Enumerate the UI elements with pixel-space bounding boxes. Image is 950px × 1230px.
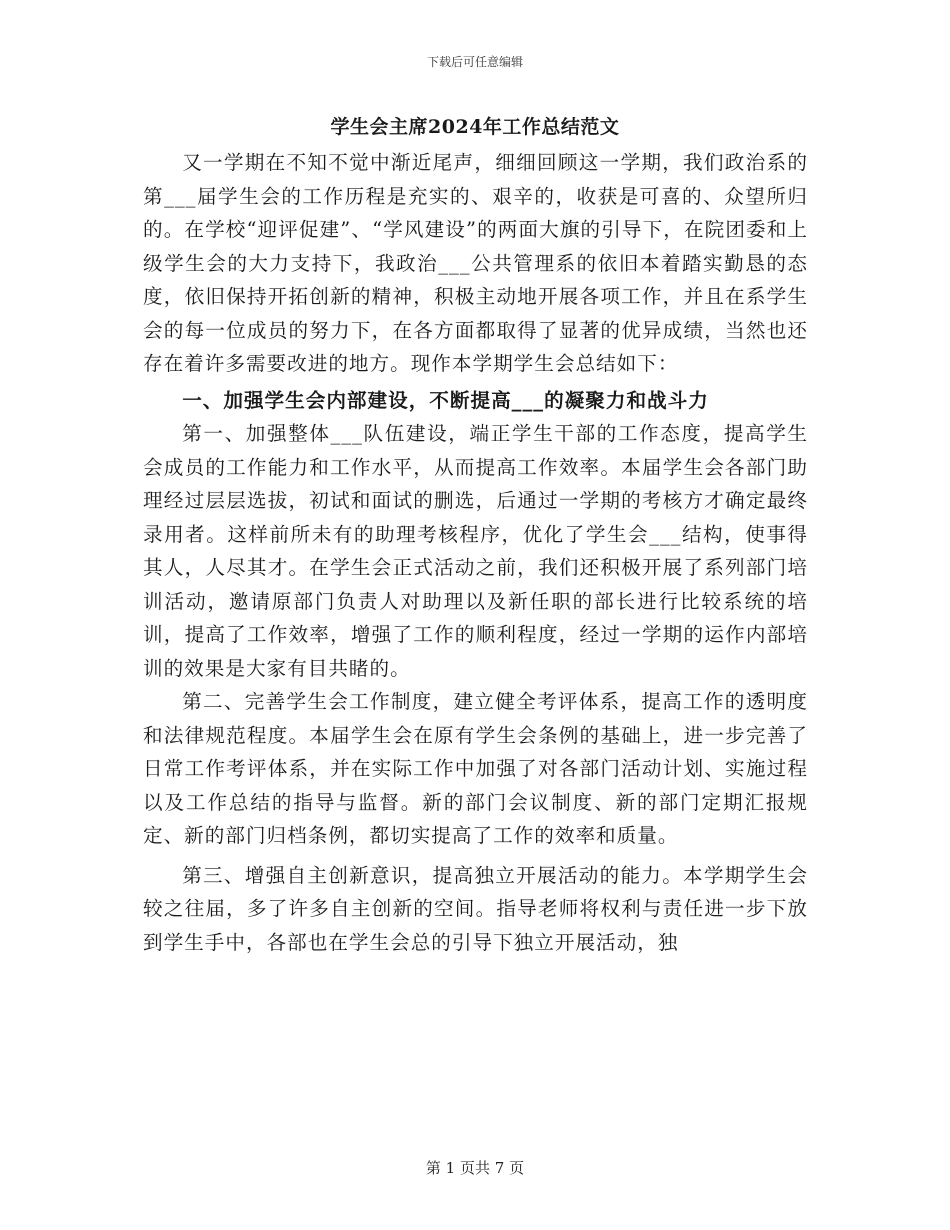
document-body bbox=[143, 146, 808, 959]
intro-paragraph: 又一学期在不知不觉中渐近尾声，细细回顾这一学期，我们政治系的第___届学生会的工作历程是充实的、艰辛的，收获是可喜的、众望所归的。在学校“迎评促建”、“学风建设”的两面大旗的引导下，在院团委和上级学生会的大力支持下，我政治___公共管理系的依旧本着踏实勤恳的态度，依旧保持开拓创新的精神，积极主动地开展各项工作，并且在系学生会的每一位成员的努力下，在各方面都取得了显著的优异成绩，当然也还存在着许多需要改进的地方。现作本学期学生会总结如下： bbox=[143, 151, 808, 375]
body-paragraph-first: 第一、加强整体___队伍建设，端正学生干部的工作态度，提高学生会成员的工作能力和工作水平，从而提高工作效率。本届学生会各部门助理经过层层选拔，初试和面试的删选，后通过一学期的考核方才确定最终录用者。这样前所未有的助理考核程序，优化了学生会___结构，使事得其人，人尽其才。在学生会正式活动之前，我们还积极开展了系列部门培训活动，邀请原部门负责人对助理以及新任职的部长进行比较系统的培训，提高了工作效率，增强了工作的顺利程度，经过一学期的运作内部培训的效果是大家有目共睹的。 bbox=[143, 422, 808, 680]
body-paragraph-second: 第二、完善学生会工作制度，建立健全考评体系，提高工作的透明度和法律规范程度。本届学生会在原有学生会条例的基础上，进一步完善了日常工作考评体系，并在实际工作中加强了对各部门活动计划、实施过程以及工作总结的指导与监督。新的部门会议制度、新的部门定期汇报规定、新的部门归档条例，都切实提高了工作的效率和质量。 bbox=[143, 690, 808, 847]
header-note: 下载后可任意编辑 bbox=[426, 55, 523, 69]
body-paragraph-third: 第三、增强自主创新意识，提高独立开展活动的能力。本学期学生会较之往届，多了许多自主创新的空间。指导老师将权利与责任进一步下放到学生手中，各部也在学生会总的引导下独立开展活动，独 bbox=[143, 863, 808, 954]
page-footer: 第 1 页共 7 页 bbox=[425, 1159, 525, 1177]
section-heading: 一、加强学生会内部建设，不断提高___的凝聚力和战斗力 bbox=[182, 388, 709, 412]
document-title: 学生会主席2024年工作总结范文 bbox=[330, 116, 620, 138]
